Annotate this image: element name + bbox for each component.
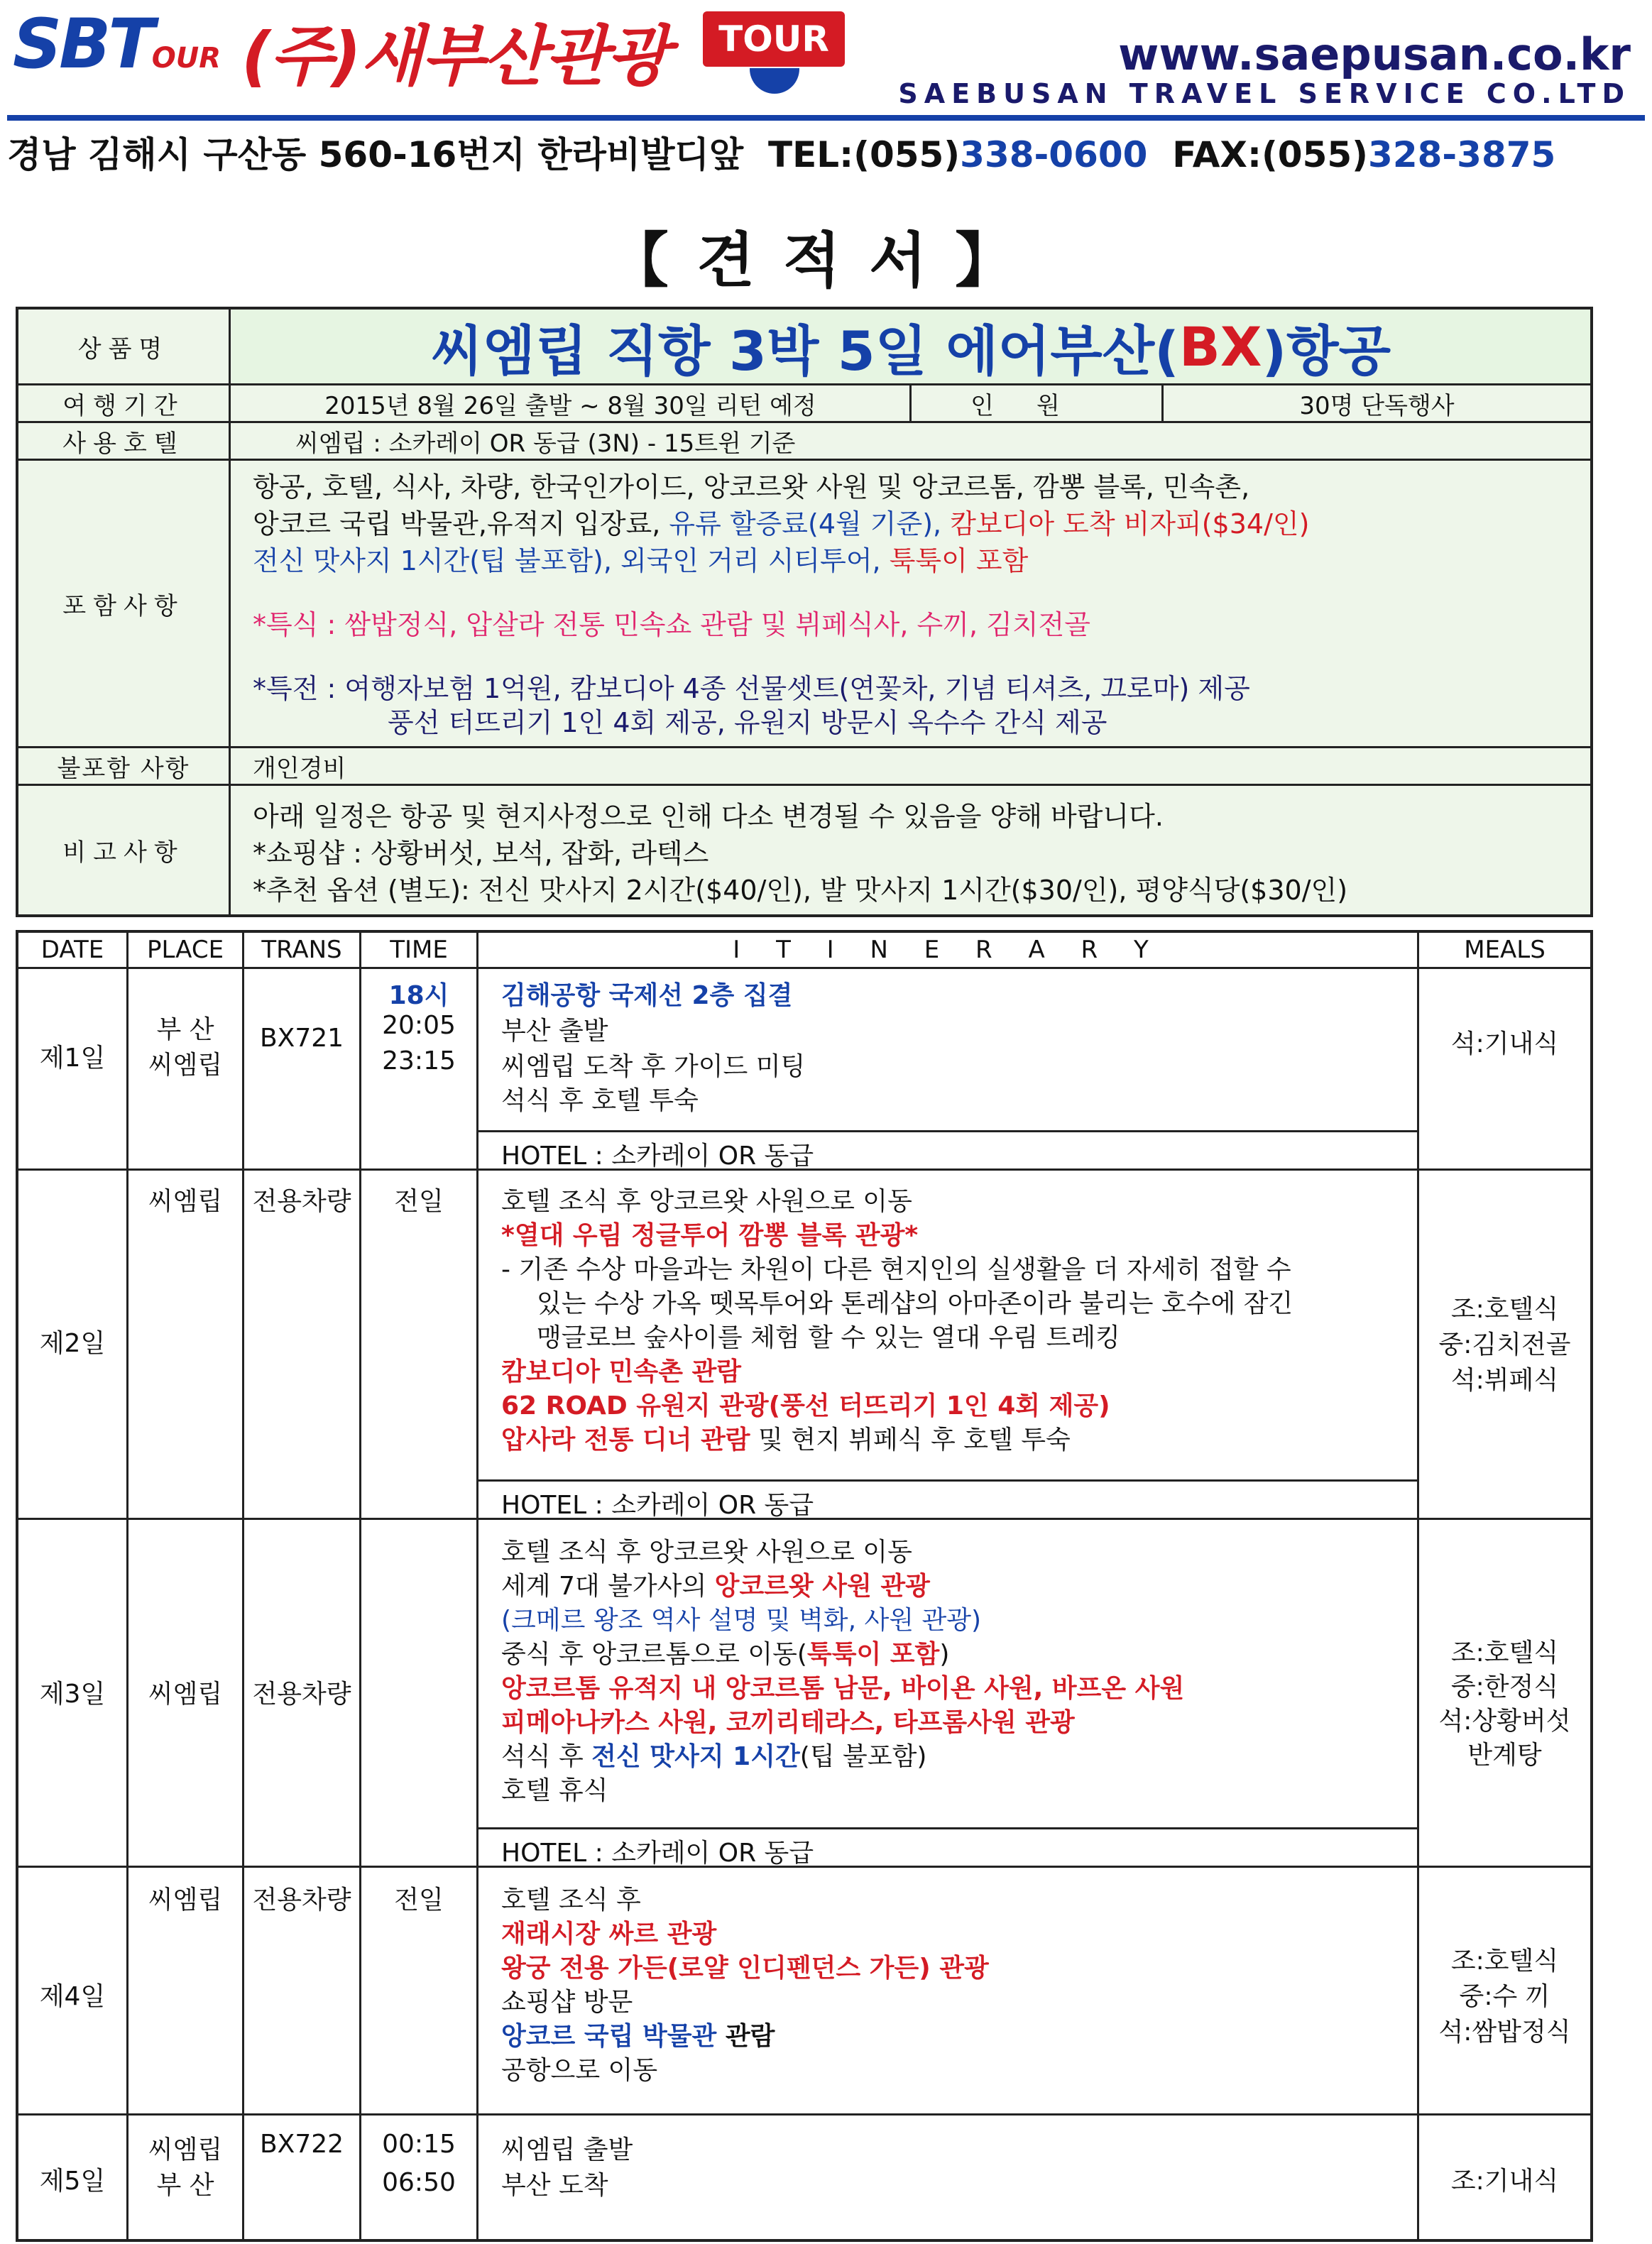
day2-time: 전일 bbox=[394, 1187, 444, 1216]
day2-line-7: 62 ROAD 유원지 관광(풍선 터뜨리기 1인 4회 제공) bbox=[501, 1391, 1110, 1421]
day2-line-4: 있는 수상 가옥 뗏목투어와 톤레샵의 아마존이라 불리는 호수에 잠긴 bbox=[537, 1289, 1293, 1318]
day1-line-1: 김해공항 국제선 2층 집결 bbox=[501, 981, 793, 1010]
col-divider bbox=[476, 933, 478, 2239]
day5-place-to: 부 산 bbox=[156, 2171, 214, 2200]
period-value: 2015년 8월 26일 출발 ~ 8월 30일 리턴 예정 bbox=[231, 385, 912, 421]
day1-line-4: 석식 후 호텔 투숙 bbox=[501, 1086, 699, 1115]
day3-line-3: (크메르 왕조 역사 설명 및 벽화, 사원 관광) bbox=[501, 1606, 982, 1635]
day3-line-7: 석식 후 전신 맛사지 1시간(팁 불포함) bbox=[501, 1742, 927, 1771]
day3-date: 제3일 bbox=[39, 1680, 106, 1709]
day4-line-3: 왕궁 전용 가든(로얄 인디펜던스 가든) 관광 bbox=[501, 1954, 989, 1983]
header-meals: MEALS bbox=[1419, 933, 1590, 969]
quote-info-table bbox=[16, 307, 1593, 917]
day1-time-2: 20:05 bbox=[382, 1011, 456, 1040]
hotel-value: 씨엠립 : 소카레이 OR 동급 (3N) - 15트윈 기준 bbox=[295, 429, 796, 458]
day2-meal-breakfast: 조:호텔식 bbox=[1450, 1295, 1559, 1324]
day4-date: 제4일 bbox=[39, 1982, 106, 2011]
product-name: 씨엠립 직항 3박 5일 에어부산( BX )항공 bbox=[231, 310, 1590, 383]
day4-line-2: 재래시장 싸르 관광 bbox=[501, 1920, 717, 1949]
header-itinerary: I T I N E R A R Y bbox=[478, 933, 1419, 969]
special-meals: *특식 : 쌈밥정식, 압살라 전통 민속쇼 관람 및 뷔페식사, 수끼, 김치전골 bbox=[253, 609, 1090, 640]
header-divider bbox=[7, 115, 1645, 121]
day4-meal-breakfast: 조:호텔식 bbox=[1450, 1947, 1559, 1976]
day1-line-2: 부산 출발 bbox=[501, 1017, 608, 1046]
day4-line-4: 쇼핑샵 방문 bbox=[501, 1988, 633, 2017]
day4-meal-dinner: 석:쌈밥정식 bbox=[1438, 2018, 1571, 2047]
day4-place: 씨엠립 bbox=[148, 1885, 223, 1915]
day1-place-from: 부 산 bbox=[156, 1015, 214, 1044]
note-line-3: *추천 옵션 (별도): 전신 맛사지 2시간($40/인), 발 맛사지 1시간($30/인), 평양식당($30/인) bbox=[253, 875, 1348, 906]
day2-line-1: 호텔 조식 후 앙코르왓 사원으로 이동 bbox=[501, 1187, 912, 1216]
itinerary-table bbox=[16, 930, 1593, 2242]
website-url[interactable]: www.saepusan.co.kr bbox=[1118, 28, 1631, 80]
product-row bbox=[18, 310, 1590, 385]
day4-meal-lunch: 중:수 끼 bbox=[1459, 1982, 1550, 2011]
hotel-divider bbox=[476, 1479, 1419, 1482]
day5-flight: BX722 bbox=[259, 2130, 344, 2159]
sbt-logo: SBTOUR bbox=[13, 4, 221, 84]
people-label: 인원 bbox=[912, 385, 1164, 421]
day3-place: 씨엠립 bbox=[148, 1680, 223, 1709]
day4-line-1: 호텔 조식 후 bbox=[501, 1885, 641, 1915]
day2-meal-lunch: 중:김치전골 bbox=[1438, 1330, 1571, 1359]
header-place: PLACE bbox=[128, 933, 244, 969]
day3-trans: 전용차량 bbox=[252, 1680, 351, 1709]
included-line-1: 항공, 호텔, 식사, 차량, 한국인가이드, 앙코르왓 사원 및 앙코르톰, 깜뽕 블록, 민속촌, bbox=[253, 471, 1250, 503]
day1-hotel: HOTEL : 소카레이 OR 동급 bbox=[501, 1142, 814, 1171]
people-value: 30명 단독행사 bbox=[1299, 391, 1455, 420]
included-line-2: 앙코르 국립 박물관,유적지 입장료, 유류 할증료(4월 기준), 캄보디아 도착 비자피($34/인) bbox=[253, 508, 1310, 540]
day2-line-8: 압사라 전통 디너 관람 및 현지 뷔페식 후 호텔 투숙 bbox=[501, 1425, 1071, 1455]
included-label: 포함사항 bbox=[18, 461, 231, 746]
special-gifts-line-1: *특전 : 여행자보험 1억원, 캄보디아 4종 선물셋트(연꽃차, 기념 티셔츠, 끄로마) 제공 bbox=[253, 673, 1250, 704]
hotel-divider bbox=[476, 1130, 1419, 1132]
day5-date: 제5일 bbox=[39, 2167, 106, 2196]
day2-meal-dinner: 석:뷔페식 bbox=[1450, 1366, 1559, 1395]
header-time: TIME bbox=[361, 933, 478, 969]
day-divider bbox=[18, 2113, 1590, 2116]
day1-flight: BX721 bbox=[259, 1024, 344, 1053]
note-line-2: *쇼핑샵 : 상황버섯, 보석, 잡화, 라텍스 bbox=[253, 838, 709, 869]
day3-meal-dinner-cont: 반계탕 bbox=[1467, 1741, 1542, 1770]
included-line-3: 전신 맛사지 1시간(팁 불포함), 외국인 거리 시티투어, 툭툭이 포함 bbox=[253, 545, 1029, 576]
included-row bbox=[18, 461, 1590, 748]
product-label: 상품명 bbox=[18, 310, 231, 383]
day4-trans: 전용차량 bbox=[252, 1885, 351, 1915]
excluded-value: 개인경비 bbox=[253, 754, 346, 783]
company-english-name: SAEBUSAN TRAVEL SERVICE CO.LTD bbox=[898, 78, 1631, 109]
header-date: DATE bbox=[18, 933, 128, 969]
col-divider bbox=[242, 933, 244, 2239]
day3-line-6: 피메아나카스 사원, 코끼리테라스, 타프롬사원 관광 bbox=[501, 1708, 1075, 1737]
day1-time-1: 18시 bbox=[388, 981, 449, 1010]
day5-place-from: 씨엠립 bbox=[148, 2135, 223, 2164]
excluded-row bbox=[18, 748, 1590, 786]
day3-line-4: 중식 후 앙코르톰으로 이동(툭툭이 포함) bbox=[501, 1640, 950, 1669]
header-trans: TRANS bbox=[244, 933, 361, 969]
day1-meals: 석:기내식 bbox=[1450, 1029, 1559, 1058]
day2-line-5: 맹글로브 숲사이를 체험 할 수 있는 열대 우림 트레킹 bbox=[537, 1323, 1120, 1352]
day1-time-3: 23:15 bbox=[382, 1046, 456, 1076]
document-title: 【견적서】 bbox=[608, 226, 1044, 295]
period-row bbox=[18, 385, 1590, 423]
day2-place: 씨엠립 bbox=[148, 1187, 223, 1216]
day2-line-3: - 기존 수상 마을과는 차원이 다른 현지인의 실생활을 더 자세히 접할 수 bbox=[501, 1255, 1291, 1284]
notes-row bbox=[18, 786, 1590, 914]
notes-label: 비고사항 bbox=[18, 786, 231, 914]
day3-line-1: 호텔 조식 후 앙코르왓 사원으로 이동 bbox=[501, 1538, 912, 1567]
day2-trans: 전용차량 bbox=[252, 1187, 351, 1216]
company-name-logo: (주)새부산관광 bbox=[241, 18, 669, 94]
day1-line-3: 씨엠립 도착 후 가이드 미팅 bbox=[501, 1052, 806, 1081]
special-gifts-line-2: 풍선 터뜨리기 1인 4회 제공, 유원지 방문시 옥수수 간식 제공 bbox=[388, 707, 1107, 738]
hotel-label: 사용호텔 bbox=[18, 423, 231, 459]
day3-meal-lunch: 중:한정식 bbox=[1450, 1673, 1559, 1702]
day4-line-5: 앙코르 국립 박물관 관람 bbox=[501, 2022, 775, 2051]
day3-hotel: HOTEL : 소카레이 OR 동급 bbox=[501, 1839, 814, 1868]
day3-line-5: 앙코르톰 유적지 내 앙코르톰 남문, 바이욘 사원, 바프온 사원 bbox=[501, 1674, 1185, 1703]
address-line: 경남 김해시 구산동 560-16번지 한라비발디앞 TEL:(055)338-0600 FAX:(055)328-3875 bbox=[7, 134, 1556, 175]
tour-badge: TOUR bbox=[703, 11, 845, 67]
hotel-divider bbox=[476, 1827, 1419, 1829]
period-label: 여행기간 bbox=[18, 385, 231, 421]
day4-line-6: 공항으로 이동 bbox=[501, 2056, 658, 2085]
day1-date: 제1일 bbox=[39, 1044, 106, 1073]
day5-time-2: 06:50 bbox=[382, 2168, 456, 2197]
letterhead bbox=[0, 0, 1652, 177]
day3-line-2: 세계 7대 불가사의 앙코르왓 사원 관광 bbox=[501, 1572, 930, 1601]
day2-line-6: 캄보디아 민속촌 관람 bbox=[501, 1357, 742, 1386]
day5-meals: 조:기내식 bbox=[1450, 2167, 1559, 2196]
excluded-label: 불포함 사항 bbox=[18, 748, 231, 784]
note-line-1: 아래 일정은 항공 및 현지사정으로 인해 다소 변경될 수 있음을 양해 바랍니다. bbox=[253, 801, 1164, 832]
day5-line-1: 씨엠립 출발 bbox=[501, 2135, 633, 2164]
day2-line-2: *열대 우림 정글투어 깜뽕 블록 관광* bbox=[501, 1221, 919, 1250]
day5-time-1: 00:15 bbox=[382, 2130, 456, 2159]
col-divider bbox=[359, 933, 361, 2239]
day5-line-2: 부산 도착 bbox=[501, 2171, 608, 2200]
col-divider bbox=[126, 933, 128, 2239]
day3-line-8: 호텔 휴식 bbox=[501, 1776, 608, 1805]
hotel-row bbox=[18, 423, 1590, 461]
day2-date: 제2일 bbox=[39, 1329, 106, 1358]
day3-meal-breakfast: 조:호텔식 bbox=[1450, 1638, 1559, 1668]
day1-place-to: 씨엠립 bbox=[148, 1051, 223, 1080]
day2-hotel: HOTEL : 소카레이 OR 동급 bbox=[501, 1491, 814, 1520]
day3-meal-dinner: 석:상황버섯 bbox=[1438, 1707, 1571, 1736]
day4-time: 전일 bbox=[394, 1885, 444, 1915]
